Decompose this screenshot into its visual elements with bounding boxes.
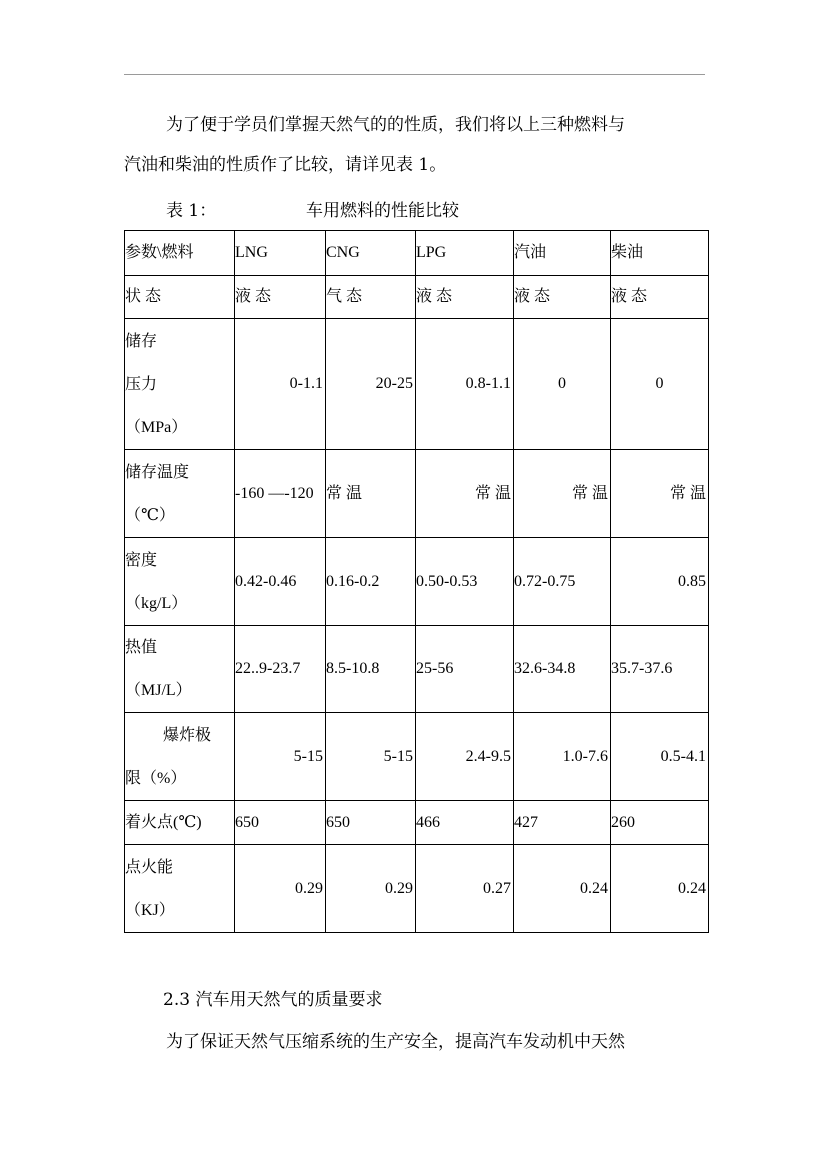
section-heading: 2.3 汽车用天然气的质量要求 — [163, 990, 383, 1010]
intro-paragraph-line-2: 汽油和柴油的性质作了比较，请详见表 1。 — [124, 155, 447, 175]
row-label-ignition-point: 着火点(℃) — [125, 801, 235, 845]
table-row-explosion-limit — [125, 713, 709, 801]
cell-state-lpg: 液 态 — [416, 276, 514, 319]
cell-state-gasoline: 液 态 — [514, 276, 611, 319]
cell-explosion-lng: 5-15 — [235, 713, 326, 801]
cell-pressure-gasoline: 0 — [514, 319, 611, 450]
cell-explosion-lpg: 2.4-9.5 — [416, 713, 514, 801]
table-row-state — [125, 276, 709, 319]
cell-state-diesel: 液 态 — [611, 276, 709, 319]
row-label-line: （MPa） — [125, 418, 188, 436]
table-caption-label: 表 1： — [166, 201, 217, 221]
cell-temperature-gasoline: 常 温 — [514, 450, 611, 538]
row-label-density — [125, 538, 235, 626]
cell-heat-lpg: 25-56 — [416, 626, 514, 713]
row-label-line: 点火能 — [125, 858, 174, 876]
row-label-line: 密度 — [125, 551, 158, 569]
intro-paragraph-line-1: 为了便于学员们掌握天然气的的性质，我们将以上三种燃料与 — [166, 115, 625, 135]
cell-explosion-cng: 5-15 — [326, 713, 416, 801]
row-label-line: （kg/L） — [125, 594, 188, 612]
cell-heat-lng: 22..9-23.7 — [235, 626, 326, 713]
header-cell-parameter: 参数\燃料 — [125, 231, 235, 276]
cell-state-cng: 气 态 — [326, 276, 416, 319]
cell-temperature-diesel: 常 温 — [611, 450, 709, 538]
table-row-heat-value — [125, 626, 709, 713]
table-row-storage-pressure — [125, 319, 709, 450]
row-label-line: 储存温度 — [125, 463, 190, 481]
row-label-heat-value — [125, 626, 235, 713]
cell-heat-gasoline: 32.6-34.8 — [514, 626, 611, 713]
header-cell-diesel: 柴油 — [611, 231, 709, 276]
header-cell-cng: CNG — [326, 231, 416, 276]
section-paragraph: 为了保证天然气压缩系统的生产安全，提高汽车发动机中天然 — [166, 1032, 625, 1052]
cell-energy-diesel: 0.24 — [611, 845, 709, 933]
page-header-rule — [124, 74, 705, 75]
row-label-line: （℃） — [125, 506, 175, 524]
row-label-line: 爆炸极 — [163, 726, 212, 744]
row-label-storage-temperature — [125, 450, 235, 538]
fuel-comparison-table — [124, 230, 709, 933]
cell-explosion-gasoline: 1.0-7.6 — [514, 713, 611, 801]
cell-heat-cng: 8.5-10.8 — [326, 626, 416, 713]
cell-ignition-gasoline: 427 — [514, 801, 611, 845]
row-label-line: 限（%） — [125, 769, 187, 787]
cell-ignition-lng: 650 — [235, 801, 326, 845]
cell-temperature-lpg: 常 温 — [416, 450, 514, 538]
cell-ignition-diesel: 260 — [611, 801, 709, 845]
row-label-line: 热值 — [125, 639, 158, 656]
table-caption-title: 车用燃料的性能比较 — [306, 201, 459, 221]
cell-energy-gasoline: 0.24 — [514, 845, 611, 933]
cell-temperature-cng: 常 温 — [326, 450, 416, 538]
table-row-density — [125, 538, 709, 626]
cell-heat-diesel: 35.7-37.6 — [611, 626, 709, 713]
table-row-ignition-energy — [125, 845, 709, 933]
row-label-line: 储存 — [125, 332, 158, 350]
row-label-state: 状 态 — [125, 276, 235, 319]
table-row-ignition-point — [125, 801, 709, 845]
cell-state-lng: 液 态 — [235, 276, 326, 319]
row-label-ignition-energy — [125, 845, 235, 933]
cell-pressure-lpg: 0.8-1.1 — [416, 319, 514, 450]
row-label-line: 压力 — [125, 375, 158, 393]
cell-ignition-cng: 650 — [326, 801, 416, 845]
header-cell-lng: LNG — [235, 231, 326, 276]
cell-pressure-diesel: 0 — [611, 319, 709, 450]
cell-energy-lng: 0.29 — [235, 845, 326, 933]
cell-energy-lpg: 0.27 — [416, 845, 514, 933]
cell-density-gasoline: 0.72-0.75 — [514, 538, 611, 626]
cell-ignition-lpg: 466 — [416, 801, 514, 845]
row-label-line: （KJ） — [125, 901, 175, 919]
header-cell-lpg: LPG — [416, 231, 514, 276]
cell-temperature-lng: -160 —-120 — [235, 450, 326, 538]
cell-density-lng: 0.42-0.46 — [235, 538, 326, 626]
cell-explosion-diesel: 0.5-4.1 — [611, 713, 709, 801]
table-row-storage-temperature — [125, 450, 709, 538]
header-cell-gasoline: 汽油 — [514, 231, 611, 276]
cell-density-cng: 0.16-0.2 — [326, 538, 416, 626]
cell-pressure-lng: 0-1.1 — [235, 319, 326, 450]
row-label-explosion-limit — [125, 713, 235, 801]
cell-density-lpg: 0.50-0.53 — [416, 538, 514, 626]
cell-density-diesel: 0.85 — [611, 538, 709, 626]
row-label-storage-pressure — [125, 319, 235, 450]
cell-pressure-cng: 20-25 — [326, 319, 416, 450]
table-header-row — [125, 231, 709, 276]
cell-energy-cng: 0.29 — [326, 845, 416, 933]
row-label-line: （MJ/L） — [125, 682, 192, 699]
